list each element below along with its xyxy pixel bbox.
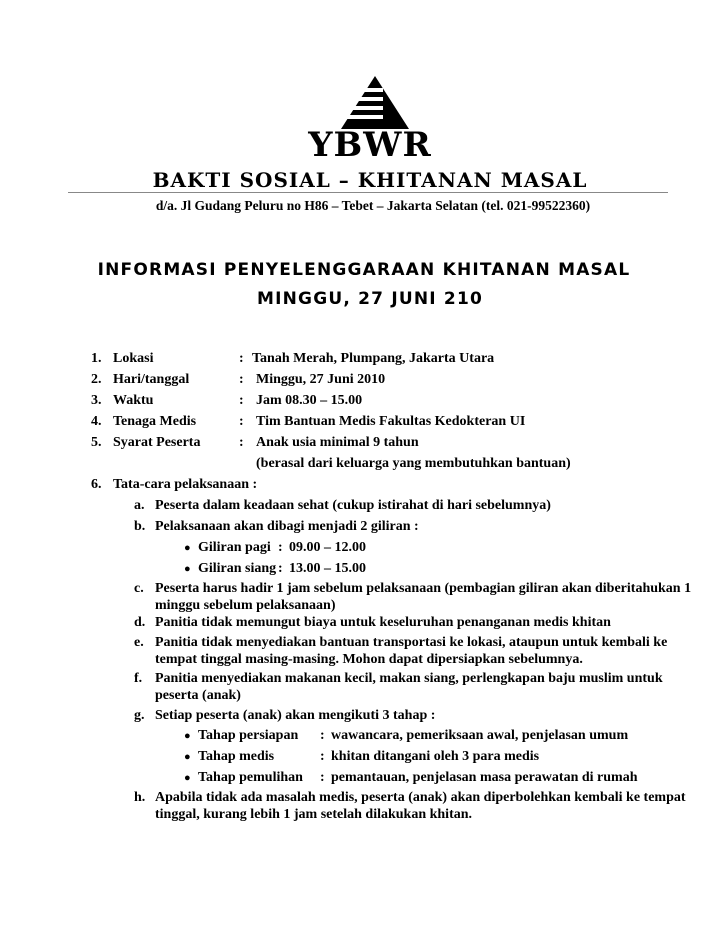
- item-value: Jam 08.30 – 15.00: [256, 393, 363, 408]
- stage-desc: pemantauan, penjelasan masa perawatan di rumah: [331, 770, 638, 785]
- item-number: 4.: [91, 414, 102, 429]
- item-colon: :: [239, 435, 244, 450]
- sub-text: Peserta dalam keadaan sehat (cukup istirahat di hari sebelumnya): [155, 498, 551, 513]
- address: d/a. Jl Gudang Peluru no H86 – Tebet – Jakarta Selatan (tel. 021-99522360): [155, 198, 591, 213]
- stage-name: Tahap medis: [198, 749, 275, 764]
- shift-time: 13.00 – 15.00: [289, 561, 366, 576]
- sub-text: Panitia menyediakan makanan kecil, makan siang, perlengkapan baju muslim untuk: [155, 671, 663, 686]
- sub-text: peserta (anak): [155, 688, 241, 703]
- stage-colon: :: [320, 728, 325, 743]
- item-value: Tim Bantuan Medis Fakultas Kedokteran UI: [256, 414, 526, 429]
- event-title: BAKTI SOSIAL – KHITANAN MASAL: [152, 168, 588, 192]
- bullet-icon: ●: [184, 563, 191, 575]
- item-value-2: (berasal dari keluarga yang membutuhkan bantuan): [256, 456, 571, 471]
- item-label: Tata-cara pelaksanaan :: [113, 477, 258, 492]
- info-date: MINGGU, 27 JUNI 210: [256, 289, 484, 309]
- sub-letter: h.: [134, 790, 146, 805]
- stage-desc: khitan ditangani oleh 3 para medis: [331, 749, 540, 764]
- sub-text: tinggal, kurang lebih 1 jam setelah dilakukan khitan.: [155, 807, 473, 822]
- bullet-icon: ●: [184, 751, 191, 763]
- sub-letter: f.: [134, 671, 143, 686]
- sub-text: Setiap peserta (anak) akan mengikuti 3 tahap :: [155, 708, 436, 723]
- sub-letter: b.: [134, 519, 146, 534]
- item-number: 5.: [91, 435, 102, 450]
- header-divider: [68, 192, 668, 193]
- ybwr-logo-icon: [339, 74, 411, 130]
- stage-colon: :: [320, 770, 325, 785]
- bullet-icon: ●: [184, 730, 191, 742]
- item-label: Waktu: [113, 393, 154, 408]
- sub-letter: d.: [134, 615, 146, 630]
- sub-text: Panitia tidak menyediakan bantuan transportasi ke lokasi, ataupun untuk kembali ke: [155, 635, 668, 650]
- sub-text: Pelaksanaan akan dibagi menjadi 2 giliran :: [155, 519, 419, 534]
- sub-text: Peserta harus hadir 1 jam sebelum pelaksanaan (pembagian giliran akan diberitahukan 1: [155, 581, 692, 596]
- item-number: 2.: [91, 372, 102, 387]
- sub-text: minggu sebelum pelaksanaan): [155, 598, 336, 613]
- shift-time: 09.00 – 12.00: [289, 540, 366, 555]
- shift-colon: :: [278, 540, 283, 555]
- item-number: 3.: [91, 393, 102, 408]
- shift-name: Giliran pagi: [198, 540, 271, 555]
- org-name: YBWR: [308, 125, 432, 165]
- item-number: 1.: [91, 351, 102, 366]
- shift-colon: :: [278, 561, 283, 576]
- item-label: Lokasi: [113, 351, 154, 366]
- sub-letter: c.: [134, 581, 144, 596]
- stage-colon: :: [320, 749, 325, 764]
- item-value: Tanah Merah, Plumpang, Jakarta Utara: [252, 351, 495, 366]
- item-label: Syarat Peserta: [113, 435, 201, 450]
- item-value: Anak usia minimal 9 tahun: [256, 435, 419, 450]
- bullet-icon: ●: [184, 542, 191, 554]
- stage-name: Tahap persiapan: [198, 728, 299, 743]
- stage-name: Tahap pemulihan: [198, 770, 303, 785]
- stage-desc: wawancara, pemeriksaan awal, penjelasan umum: [331, 728, 629, 743]
- item-colon: :: [239, 351, 244, 366]
- item-label: Tenaga Medis: [113, 414, 197, 429]
- item-value: Minggu, 27 Juni 2010: [256, 372, 386, 387]
- item-colon: :: [239, 393, 244, 408]
- item-label: Hari/tanggal: [113, 372, 190, 387]
- bullet-icon: ●: [184, 772, 191, 784]
- sub-text: Panitia tidak memungut biaya untuk keseluruhan penanganan medis khitan: [155, 615, 611, 630]
- shift-name: Giliran siang: [198, 561, 277, 576]
- sub-text: Apabila tidak ada masalah medis, peserta (anak) akan diperbolehkan kembali ke tempat: [155, 790, 686, 805]
- item-colon: :: [239, 372, 244, 387]
- item-number: 6.: [91, 477, 102, 492]
- info-heading: INFORMASI PENYELENGGARAAN KHITANAN MASAL: [97, 260, 631, 280]
- item-colon: :: [239, 414, 244, 429]
- sub-letter: g.: [134, 708, 145, 723]
- sub-text: tempat tinggal masing-masing. Mohon dapat dipersiapkan sebelumnya.: [155, 652, 583, 667]
- sub-letter: a.: [134, 498, 145, 513]
- sub-letter: e.: [134, 635, 144, 650]
